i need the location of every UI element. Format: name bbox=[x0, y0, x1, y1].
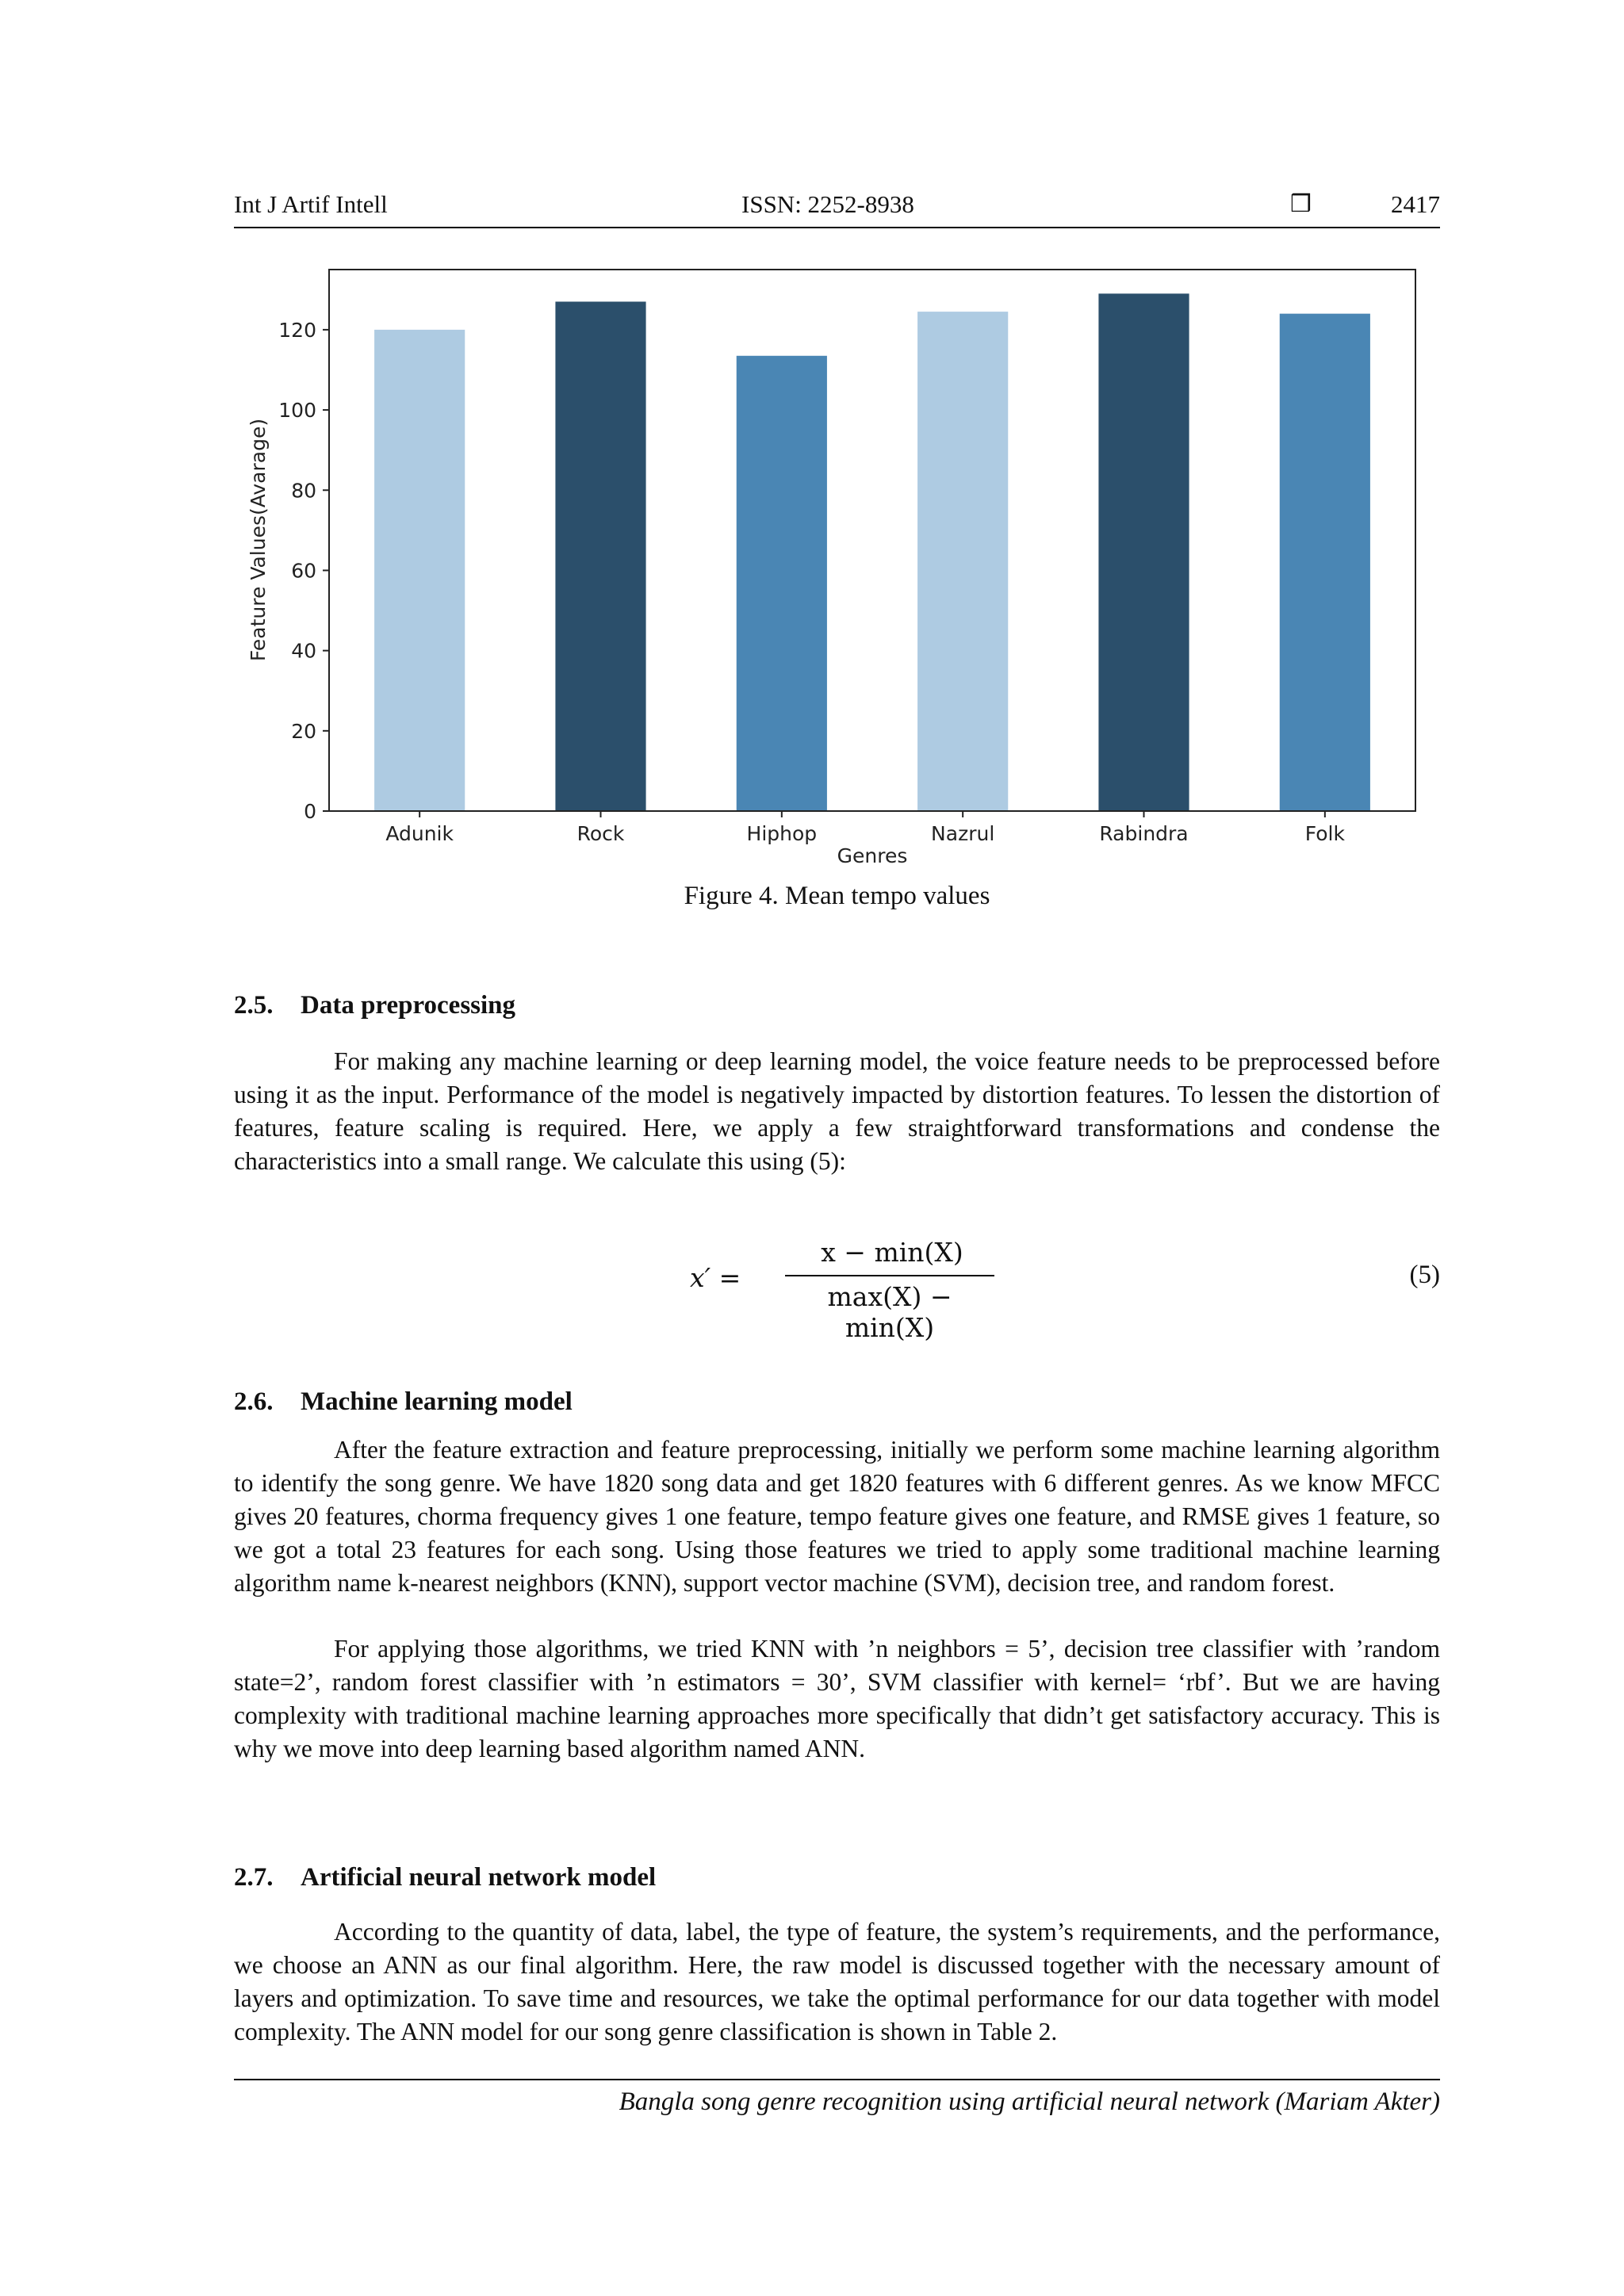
bar-hiphop bbox=[737, 356, 827, 811]
section-heading-2-6 bbox=[234, 1387, 573, 1417]
fraction-bar bbox=[785, 1275, 994, 1276]
bar-rock bbox=[555, 301, 645, 811]
paragraph: For applying those algorithms, we tried KNN with ’n neighbors = 5’, decision tree classifier with ’random state=2’, random forest classifier with ’n estimators = 30’, SVM classifier with kernel= ‘rbf’. But we are having complexity with traditional machine learning approaches more specifically that didn’t get satisfactory accuracy. This is why we move into deep learning based algorithm named ANN. bbox=[234, 1635, 1440, 1762]
paragraph: According to the quantity of data, label, the type of feature, the system’s requirements, and the performance, we choose an ANN as our final algorithm. Here, the raw model is discussed together with the necessary amount of layers and optimization. To save time and resources, we take the optimal performance for our data together with model complexity. The ANN model for our song genre classification is shown in Table 2. bbox=[234, 1918, 1440, 2045]
journal-name: Int J Artif Intell bbox=[234, 190, 388, 218]
x-tick-label: Hiphop bbox=[746, 822, 818, 845]
issn: ISSN: 2252-8938 bbox=[741, 190, 914, 218]
page-header bbox=[234, 190, 1440, 228]
paragraph: For making any machine learning or deep learning model, the voice feature needs to be preprocessed before using it as the input. Performance of the model is negatively impacted by distortion features. To lessen the distortion of features, feature scaling is required. Here, we apply a few straightforward transformations and condense the characteristics into a small range. We calculate this using (5): bbox=[234, 1047, 1440, 1175]
bar-rabindra bbox=[1098, 293, 1189, 811]
mean-tempo-bar-chart bbox=[230, 262, 1435, 880]
equation-5 bbox=[690, 1237, 991, 1343]
y-tick-label: 80 bbox=[291, 479, 316, 503]
x-tick-label: Nazrul bbox=[931, 822, 995, 845]
bar-adunik bbox=[374, 330, 465, 811]
section-number: 2.6. bbox=[234, 1387, 274, 1416]
section-title: Data preprocessing bbox=[301, 991, 516, 1020]
figure-caption: Figure 4. Mean tempo values bbox=[684, 882, 990, 910]
x-tick-label: Rock bbox=[576, 822, 625, 845]
section-title: Machine learning model bbox=[301, 1387, 573, 1416]
x-tick-label: Rabindra bbox=[1099, 822, 1189, 845]
x-tick-label: Adunik bbox=[385, 822, 454, 845]
y-tick-label: 60 bbox=[291, 559, 316, 583]
page-number: 2417 bbox=[1391, 190, 1440, 218]
box-icon: ❒ bbox=[1290, 190, 1312, 218]
equation-lhs: x′ = bbox=[690, 1262, 741, 1293]
plot-frame bbox=[329, 270, 1415, 811]
footer-rule bbox=[234, 2079, 1440, 2080]
equation-denominator: max(X) − min(X) bbox=[827, 1281, 952, 1343]
x-tick-label: Folk bbox=[1304, 822, 1345, 845]
bar-nazrul bbox=[917, 312, 1008, 811]
bar-folk bbox=[1280, 314, 1370, 811]
equation-number: (5) bbox=[1409, 1261, 1440, 1289]
section-number: 2.7. bbox=[234, 1863, 274, 1892]
y-tick-label: 40 bbox=[291, 639, 316, 663]
running-footer: Bangla song genre recognition using artificial neural network (Mariam Akter) bbox=[619, 2087, 1440, 2116]
paragraph: After the feature extraction and feature preprocessing, initially we perform some machine learning algorithm to identify the song genre. We have 1820 song data and get 1820 features with 6 different genres. As we know MFCC gives 20 features, chorma frequency gives 1 one feature, tempo feature gives one feature, and RMSE gives 1 feature, so we got a total 23 features for each song. Using those features we tried to apply some traditional machine learning algorithm name k-nearest neighbors (KNN), support vector machine (SVM), decision tree, and random forest. bbox=[234, 1436, 1440, 1597]
y-axis-label: Feature Values(Avarage) bbox=[247, 418, 270, 662]
y-tick-label: 20 bbox=[291, 719, 316, 743]
section-number: 2.5. bbox=[234, 991, 274, 1020]
section-heading-2-7 bbox=[234, 1863, 656, 1892]
y-tick-label: 120 bbox=[278, 318, 316, 342]
equation-numerator: x − min(X) bbox=[821, 1237, 963, 1268]
x-axis-label: Genres bbox=[837, 844, 908, 867]
y-tick-label: 100 bbox=[278, 399, 316, 423]
y-tick-label: 0 bbox=[304, 800, 316, 823]
section-title: Artificial neural network model bbox=[301, 1863, 657, 1892]
section-heading-2-5 bbox=[234, 991, 515, 1020]
